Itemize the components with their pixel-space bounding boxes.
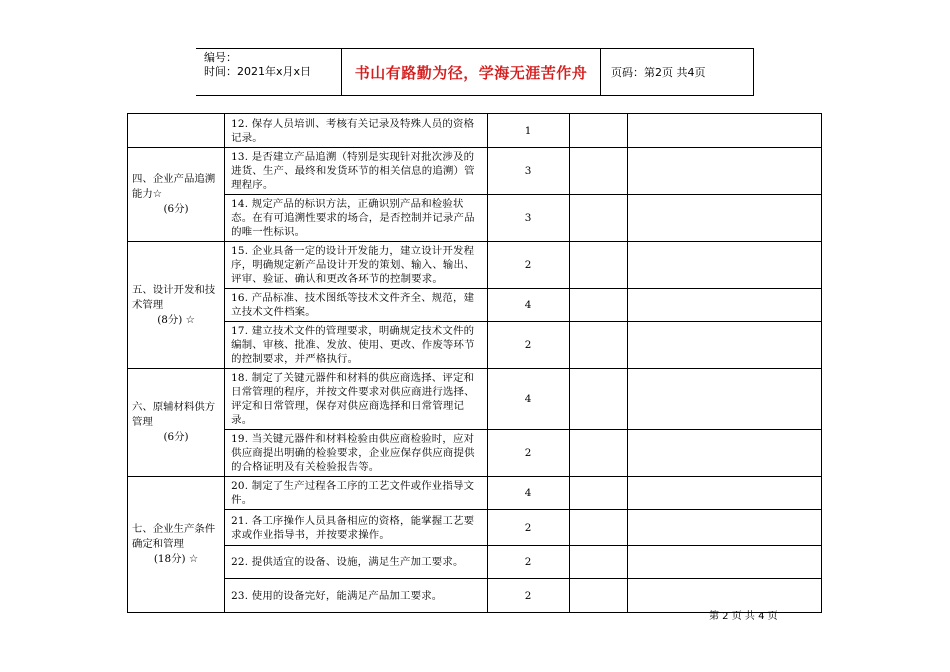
category-name: 七、企业生产条件确定和管理 xyxy=(132,523,216,550)
score-cell: 2 xyxy=(487,510,569,546)
blank-cell xyxy=(627,289,821,322)
category-points: (8分) xyxy=(157,313,183,326)
category-cell-5 xyxy=(128,242,225,369)
score-cell: 2 xyxy=(487,579,569,613)
item-cell xyxy=(225,242,487,289)
blank-cell xyxy=(627,148,821,195)
table-row xyxy=(128,289,822,322)
item-text: 14. 规定产品的标识方法，正确识别产品和检验状态。在有可追溯性要求的场合，是否控制并记录产品的唯一性标识。 xyxy=(231,198,475,238)
category-points: (6分) xyxy=(163,203,189,215)
star-icon: ☆ xyxy=(188,553,199,565)
category-name: 六、原辅材料供方管理 xyxy=(132,401,216,428)
item-cell xyxy=(225,195,487,242)
table-row xyxy=(128,195,822,242)
item-cell xyxy=(225,430,487,477)
score-cell: 1 xyxy=(487,114,569,148)
table-row xyxy=(128,369,822,430)
category-name: 五、设计开发和技术管理 xyxy=(132,283,216,311)
blank-cell xyxy=(627,477,821,510)
item-cell xyxy=(225,579,487,613)
item-text: 15. 企业具备一定的设计开发能力，建立设计开发程序，明确规定新产品设计开发的策划、输入、输出、评审、验证、确认和更改各环节的控制要求。 xyxy=(231,245,475,285)
blank-cell xyxy=(569,242,627,289)
item-text: 17. 建立技术文件的管理要求，明确规定技术文件的编制、审核、批准、发放、使用、更改、作废等环节的控制要求，并严格执行。 xyxy=(231,325,475,365)
score-cell: 2 xyxy=(487,242,569,289)
blank-cell xyxy=(569,579,627,613)
table-row xyxy=(128,148,822,195)
category-cell-4 xyxy=(128,148,225,242)
blank-cell xyxy=(627,546,821,579)
score-cell: 4 xyxy=(487,289,569,322)
blank-cell xyxy=(569,148,627,195)
item-text: 12. 保存人员培训、考核有关记录及特殊人员的资格记录。 xyxy=(231,117,475,144)
score-cell: 2 xyxy=(487,322,569,369)
blank-cell xyxy=(627,322,821,369)
item-cell xyxy=(225,546,487,579)
item-text: 18. 制定了关键元器件和材料的供应商选择、评定和日常管理的程序，并按文件要求对供应商进行选择、评定和日常管理，保存对供应商选择和日常管理记录。 xyxy=(231,372,475,426)
blank-cell xyxy=(569,195,627,242)
page-footer: 第 2 页 共 4 页 xyxy=(709,611,778,622)
item-text: 22. 提供适宜的设备、设施，满足生产加工要求。 xyxy=(231,556,464,568)
score-cell: 2 xyxy=(487,430,569,477)
item-cell xyxy=(225,477,487,510)
blank-cell xyxy=(569,322,627,369)
header-center xyxy=(341,49,798,95)
item-text: 21. 各工序操作人员具备相应的资格，能掌握工艺要求或作业指导书，并按要求操作。 xyxy=(231,514,475,541)
header-meta xyxy=(196,49,341,95)
table-row xyxy=(128,430,822,477)
category-name: 四、企业产品追溯能力 xyxy=(132,173,216,200)
category-cell-7 xyxy=(128,477,225,613)
item-cell xyxy=(225,510,487,546)
blank-cell xyxy=(569,289,627,322)
blank-cell xyxy=(627,114,821,148)
table-row xyxy=(128,477,822,510)
item-text: 13. 是否建立产品追溯（特别是实现针对批次涉及的进货、生产、最终和发货环节的相关信息的追溯）管理程序。 xyxy=(231,151,475,191)
score-cell: 4 xyxy=(487,477,569,510)
item-cell xyxy=(225,322,487,369)
table-row xyxy=(128,322,822,369)
header-motto: 书山有路勤为径，学海无涯苦作舟 xyxy=(354,63,588,82)
blank-cell xyxy=(569,430,627,477)
blank-cell xyxy=(627,369,821,430)
category-cell-empty xyxy=(128,114,225,148)
document-number-label: 编号： xyxy=(204,51,237,64)
item-cell xyxy=(225,114,487,148)
score-cell: 3 xyxy=(487,195,569,242)
table-row xyxy=(128,510,822,546)
item-cell xyxy=(225,369,487,430)
category-cell-6 xyxy=(128,369,225,477)
star-icon: ☆ xyxy=(152,188,163,200)
blank-cell xyxy=(627,195,821,242)
category-points: (6分) xyxy=(163,431,189,443)
blank-cell xyxy=(569,510,627,546)
score-cell: 2 xyxy=(487,546,569,579)
item-text: 19. 当关键元器件和材料检验由供应商检验时，应对供应商提出明确的检验要求，企业应保存供应商提供的合格证明及有关检验报告等。 xyxy=(231,433,475,473)
item-cell xyxy=(225,289,487,322)
star-icon: ☆ xyxy=(185,313,195,326)
item-cell xyxy=(225,148,487,195)
header-page-code: 页码：第2页 共4页 xyxy=(600,49,754,95)
table-row xyxy=(128,546,822,579)
blank-cell xyxy=(569,369,627,430)
document-header xyxy=(196,48,754,96)
score-cell: 3 xyxy=(487,148,569,195)
document-date: 时间：2021年x月x日 xyxy=(204,65,312,78)
blank-cell xyxy=(569,546,627,579)
evaluation-table xyxy=(127,113,822,613)
category-points: (18分) xyxy=(153,553,186,565)
blank-cell xyxy=(569,477,627,510)
blank-cell xyxy=(627,242,821,289)
table-row xyxy=(128,114,822,148)
blank-cell xyxy=(627,510,821,546)
blank-cell xyxy=(569,114,627,148)
item-text: 16. 产品标准、技术图纸等技术文件齐全、规范，建立技术文件档案。 xyxy=(231,292,475,318)
score-cell: 4 xyxy=(487,369,569,430)
table-row xyxy=(128,242,822,289)
item-text: 23. 使用的设备完好，能满足产品加工要求。 xyxy=(231,589,443,602)
item-text: 20. 制定了生产过程各工序的工艺文件或作业指导文件。 xyxy=(231,480,475,506)
blank-cell xyxy=(627,430,821,477)
